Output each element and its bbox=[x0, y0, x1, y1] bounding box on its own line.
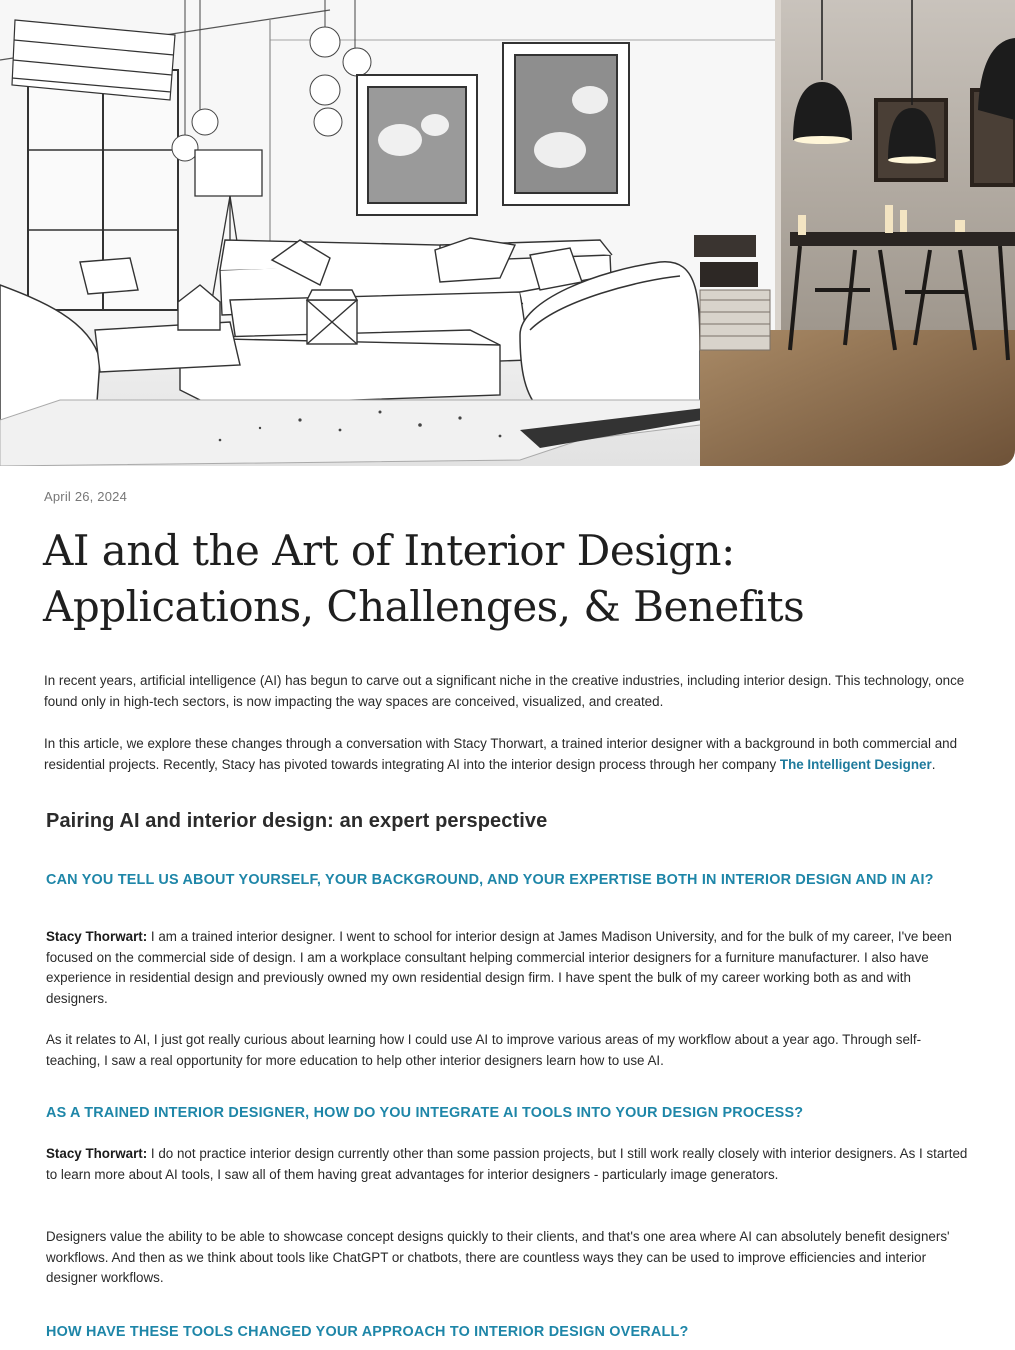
answer-2-text: I do not practice interior design currently other than some passion projects, but I still work really closely with interior designers. As I started to learn more about AI tools, I saw all of them having great advantages for interior designers - particularly image generators. bbox=[46, 1146, 968, 1182]
question-3: HOW HAVE THESE TOOLS CHANGED YOUR APPROACH TO INTERIOR DESIGN OVERALL? bbox=[46, 1324, 689, 1340]
answer-2 bbox=[46, 1144, 971, 1185]
intro-paragraph-2-suffix: . bbox=[931, 756, 936, 772]
question-1: CAN YOU TELL US ABOUT YOURSELF, YOUR BACKGROUND, AND YOUR EXPERTISE BOTH IN INTERIOR DESIGN AND IN AI? bbox=[46, 872, 934, 888]
interior-illustration bbox=[0, 0, 1015, 466]
speaker-name: Stacy Thorwart: bbox=[46, 1146, 148, 1161]
intro-paragraph-1: In recent years, artificial intelligence (AI) has begun to carve out a significant niche in the creative industries, including interior design. This technology, once found only in high-tech sectors, is now impacting the way spaces are conceived, visualized, and created. bbox=[44, 673, 965, 709]
question-2: AS A TRAINED INTERIOR DESIGNER, HOW DO YOU INTEGRATE AI TOOLS INTO YOUR DESIGN PROCESS? bbox=[46, 1105, 804, 1121]
article-date: April 26, 2024 bbox=[44, 489, 128, 504]
answer-1-text: I am a trained interior designer. I went to school for interior design at James Madison University, and for the bulk of my career, I've been focused on the commercial side of design. I am a workplace consultant helping commercial interior designers for a furniture manufacturer. I also have experience in residential design and previously owned my own residential design firm. I have spent the bulk of my career working both as and with designers. bbox=[46, 929, 952, 1006]
article-title: AI and the Art of Interior Design: Applications, Challenges, & Benefits bbox=[43, 526, 805, 631]
answer-2-continued: Designers value the ability to be able to showcase concept designs quickly to their clients, and that's one area where AI can absolutely benefit designers' workflows. And then as we think about tools like ChatGPT or chatbots, there are countless ways they can be used to improve efficiencies and interior designer workflows. bbox=[46, 1229, 950, 1286]
speaker-name: Stacy Thorwart: bbox=[46, 929, 148, 944]
section-heading: Pairing AI and interior design: an expert perspective bbox=[46, 810, 548, 832]
answer-1 bbox=[46, 927, 971, 1009]
intro-paragraph-2 bbox=[44, 734, 974, 775]
hero-image bbox=[0, 0, 1015, 466]
intro-paragraph-2-text: In this article, we explore these changes through a conversation with Stacy Thorwart, a trained interior designer with a background in both commercial and residential projects. Recently, Stacy has pivoted towards integrating AI into the interior design process through her company bbox=[44, 736, 958, 772]
intelligent-designer-link[interactable]: The Intelligent Designer bbox=[779, 756, 932, 772]
answer-1-continued: As it relates to AI, I just got really curious about learning how I could use AI to improve various areas of my workflow about a year ago. Through self-teaching, I saw a real opportunity for more education to help other interior designers learn how to use AI. bbox=[46, 1032, 922, 1068]
